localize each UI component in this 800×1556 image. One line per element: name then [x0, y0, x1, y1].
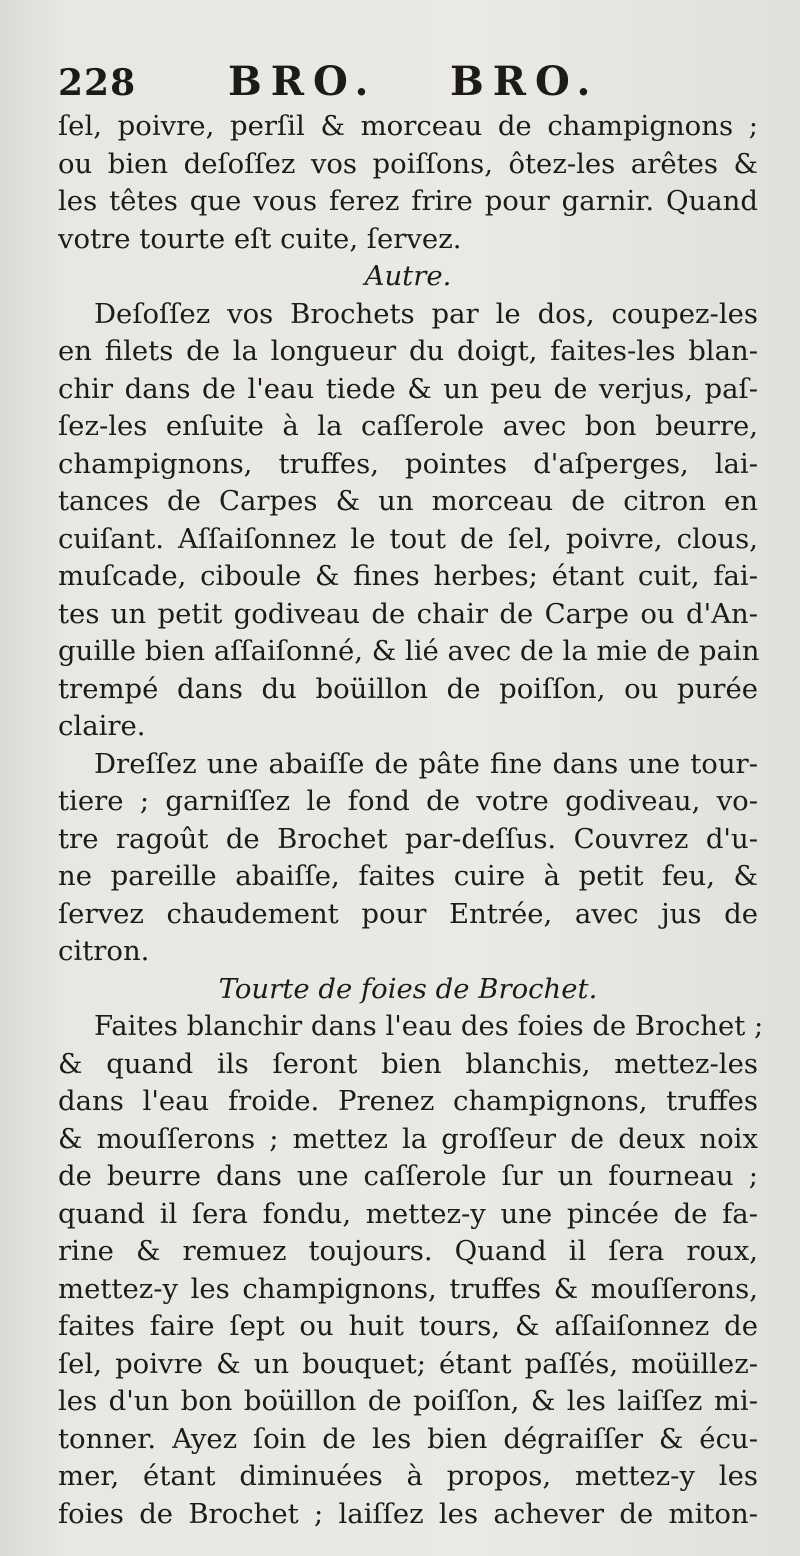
text-line: chir dans de l'eau tiede & un peu de verjus, paſ-	[58, 372, 758, 405]
text-line: tiere ; garniſſez le fond de votre godiveau, vo-	[58, 785, 758, 817]
text-line: rine & remuez toujours. Quand il ſera roux,	[58, 1235, 758, 1267]
text-line: dans l'eau froide. Prenez champignons, truffes	[58, 1085, 758, 1117]
text-line: champignons, truffes, pointes d'aſperges, lai-	[58, 447, 758, 480]
body-text	[58, 108, 764, 1533]
text-line: Deſoſſez vos Brochets par le dos, coupez-les	[94, 297, 758, 330]
text-line: claire.	[58, 710, 146, 742]
section-heading: Autre.	[364, 260, 452, 292]
section-heading: Tourte de foies de Brochet.	[218, 972, 598, 1005]
text-line: guille bien aſſaiſonné, & lié avec de la mie de pain	[58, 635, 760, 667]
text-line: ou bien deſoſſez vos poiſſons, ôtez-les arêtes &	[58, 147, 758, 180]
running-head-right: BRO.	[450, 58, 600, 105]
text-line: muſcade, ciboule & fines herbes; étant cuit, fai-	[58, 560, 758, 592]
text-line: les têtes que vous ferez frire pour garnir. Quand	[58, 185, 758, 217]
running-head-left: BRO.	[228, 58, 378, 105]
text-line: tes un petit godiveau de chair de Carpe ou d'An-	[58, 597, 758, 630]
text-line: & quand ils ſeront bien blanchis, mettez-les	[58, 1047, 758, 1080]
text-line: faites faire ſept ou huit tours, & aſſaiſonnez de	[58, 1310, 758, 1342]
page-header	[58, 56, 748, 110]
text-line: ſel, poivre, perſil & morceau de champignons ;	[58, 110, 758, 142]
text-line: Faites blanchir dans l'eau des foies de Brochet ;	[94, 1010, 764, 1042]
text-line: citron.	[58, 935, 150, 967]
text-line: & mouſſerons ; mettez la groſſeur de deux noix	[58, 1122, 758, 1155]
text-line: cuiſant. Aſſaiſonnez le tout de ſel, poivre, clous,	[58, 522, 758, 555]
text-line: foies de Brochet ; laiſſez les achever de miton-	[58, 1497, 758, 1530]
text-line: mer, étant diminuées à propos, mettez-y les	[58, 1460, 758, 1492]
text-line: ſez-les enſuite à la caſſerole avec bon beurre,	[58, 410, 758, 442]
text-line: tonner. Ayez ſoin de les bien dégraiſſer & écu-	[58, 1422, 758, 1455]
text-line: quand il ſera fondu, mettez-y une pincée de fa-	[58, 1197, 758, 1230]
text-line: ſel, poivre & un bouquet; étant paſſés, moüillez-	[58, 1347, 758, 1380]
text-line: ſervez chaudement pour Entrée, avec jus de	[58, 897, 758, 930]
text-line: tre ragoût de Brochet par-deſſus. Couvrez d'u-	[58, 822, 758, 855]
text-line: en filets de la longueur du doigt, faites-les blan-	[58, 335, 758, 367]
text-line: mettez-y les champignons, truffes & mouſſerons,	[58, 1272, 758, 1305]
text-line: trempé dans du boüillon de poiſſon, ou purée	[58, 672, 758, 705]
page-number: 228	[58, 62, 137, 104]
text-line: tances de Carpes & un morceau de citron en	[58, 485, 758, 517]
text-line: de beurre dans une caſſerole ſur un fourneau ;	[58, 1160, 758, 1192]
text-line: Dreſſez une abaiſſe de pâte fine dans une tour-	[94, 747, 758, 780]
text-line: votre tourte eſt cuite, ſervez.	[58, 222, 462, 255]
text-line: les d'un bon boüillon de poiſſon, & les laiſſez mi-	[58, 1385, 758, 1417]
text-line: ne pareille abaiſſe, faites cuire à petit feu, &	[58, 860, 758, 892]
